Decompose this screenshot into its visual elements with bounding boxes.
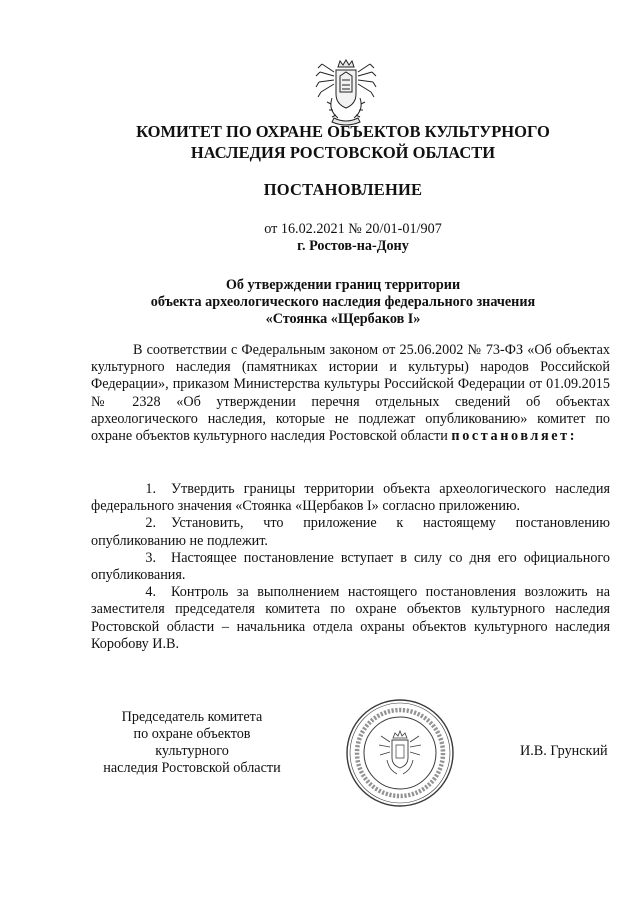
committee-title-line: НАСЛЕДИЯ РОСТОВСКОЙ ОБЛАСТИ <box>190 143 496 162</box>
signer-name: И.В. Грунский <box>520 743 608 759</box>
signer-position-line: по охране объектов культурного <box>133 726 251 759</box>
city: г. Ростов-на-Дону <box>297 238 409 254</box>
resolution-items <box>91 481 610 653</box>
preamble-text: В соответствии с Федеральным законом от 25.06.2002 № 73-ФЗ «Об объектах культурного наследия (памятниках истории и культуры) народов Российской Федерации», приказом Министерства культуры Российской Федерации от 01.09.2015 № 2328 «Об утверждении перечня отдельных сведений об объектах археологического наследия, которые не подлежат опубликованию» комитет по охране объектов культурного наследия Ростовской области <box>91 342 610 445</box>
committee-title <box>60 121 626 163</box>
subject-line: объекта археологического наследия федерального значения <box>150 294 536 310</box>
subject-line: Об утверждении границ территории <box>225 277 461 293</box>
resolution-item <box>91 584 610 653</box>
resolution-item <box>91 515 610 549</box>
official-seal-icon <box>345 698 455 808</box>
item-number: 4. <box>145 584 156 601</box>
signer-position-line: наследия Ростовской области <box>103 760 281 776</box>
item-text: Утвердить границы территории объекта археологического наследия федерального значения «Стоянка «Щербаков I» согласно приложению. <box>91 481 610 515</box>
item-text: Контроль за выполнением настоящего постановления возложить на заместителя председателя комитета по охране объектов культурного наследия Ростовской области – начальника отдела охраны объектов культурного наследия Коробову И.В. <box>91 584 610 652</box>
item-number: 3. <box>145 549 156 566</box>
subject-line: «Стоянка «Щербаков I» <box>265 311 421 327</box>
item-text: Настоящее постановление вступает в силу со дня его официального опубликования. <box>91 549 610 584</box>
committee-title-line: КОМИТЕТ ПО ОХРАНЕ ОБЪЕКТОВ КУЛЬТУРНОГО <box>136 122 550 141</box>
coat-of-arms-icon <box>314 58 378 126</box>
preamble-paragraph <box>91 342 610 445</box>
signer-position-line: Председатель комитета <box>121 709 263 725</box>
date-number: от 16.02.2021 № 20/01-01/907 <box>264 221 442 237</box>
item-text: Установить, что приложение к настоящему постановлению опубликованию не подлежит. <box>91 515 610 549</box>
resolution-item <box>91 481 610 515</box>
resolves-word: постановляет: <box>451 428 578 445</box>
item-number: 1. <box>145 481 156 497</box>
item-number: 2. <box>145 515 156 532</box>
document-subject <box>60 277 626 328</box>
resolution-item <box>91 550 610 584</box>
signer-position <box>102 709 282 777</box>
document-type: ПОСТАНОВЛЕНИЕ <box>263 180 423 199</box>
